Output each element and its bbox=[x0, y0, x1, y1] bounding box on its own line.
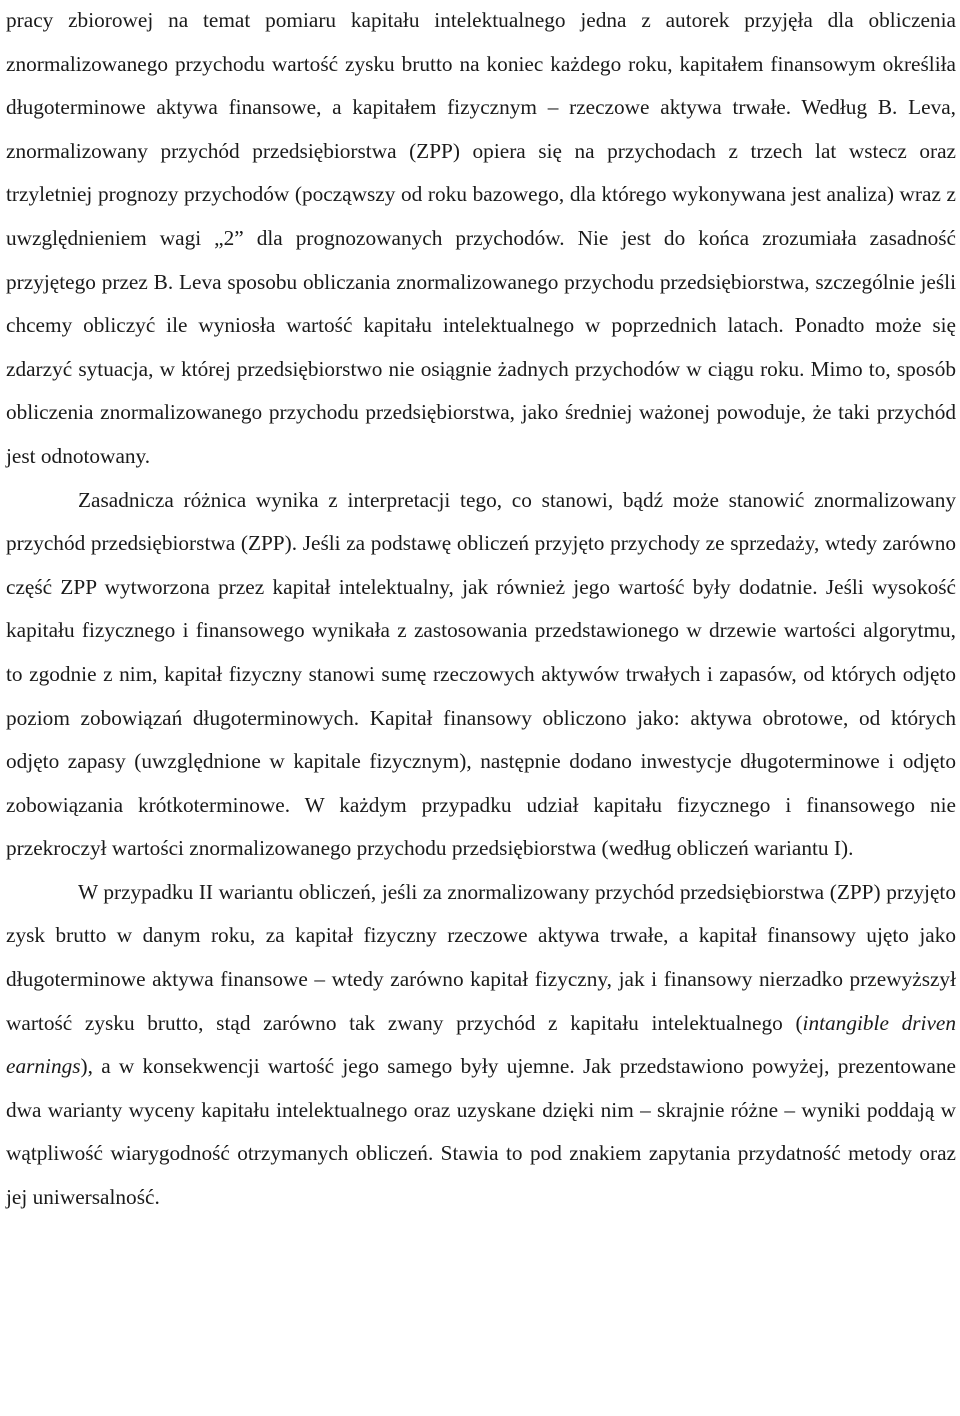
paragraph-3 bbox=[6, 871, 956, 1220]
paragraph-1 bbox=[6, 0, 956, 479]
paragraph-3-italic-term: intangible driven earnings bbox=[6, 1010, 957, 1079]
paragraph-2 bbox=[6, 479, 956, 871]
paragraph-3-text-part-2: ), a w konsekwencji wartość jego samego były ujemne. Jak przedstawiono powyżej, prezentowane dwa warianty wyceny kapitału intelektualnego oraz uzyskane dzięki nim – skrajnie różne – wyniki poddają w wątpliwość wiarygodność otrzymanych obliczeń. Stawia to pod znakiem zapytania przydatność metody oraz jej uniwersalność. bbox=[6, 1054, 956, 1210]
paragraph-1-text: pracy zbiorowej na temat pomiaru kapitału intelektualnego jedna z autorek przyjęła dla obliczenia znormalizowanego przychodu wartość zysku brutto na koniec każdego roku, kapitałem finansowym określiła długoterminowe aktywa finansowe, a kapitałem fizycznym – rzeczowe aktywa trwałe. Według B. Leva, znormalizowany przychód przedsiębiorstwa (ZPP) opiera się na przychodach z trzech lat wstecz oraz trzyletniej prognozy przychodów (począwszy od roku bazowego, dla którego wykonywana jest analiza) wraz z uwzględnieniem wagi „2” dla prognozowanych przychodów. Nie jest do końca zrozumiała zasadność przyjętego przez B. Leva sposobu obliczania znormalizowanego przychodu przedsiębiorstwa, szczególnie jeśli chcemy obliczyć ile wyniosła wartość kapitału intelektualnego w poprzednich latach. Ponadto może się zdarzyć sytuacja, w której przedsiębiorstwo nie osiągnie żadnych przychodów w ciągu roku. Mimo to, sposób obliczenia znormalizowanego przychodu przedsiębiorstwa, jako średniej ważonej powoduje, że taki przychód jest odnotowany. bbox=[6, 8, 956, 468]
paragraph-2-text: Zasadnicza różnica wynika z interpretacji tego, co stanowi, bądź może stanowić znormalizowany przychód przedsiębiorstwa (ZPP). Jeśli za podstawę obliczeń przyjęto przychody ze sprzedaży, wtedy zarówno część ZPP wytworzona przez kapitał intelektualny, jak również jego wartość były dodatnie. Jeśli wysokość kapitału fizycznego i finansowego wynikała z zastosowania przedstawionego w drzewie wartości algorytmu, to zgodnie z nim, kapitał fizyczny stanowi sumę rzeczowych aktywów trwałych i zapasów, od których odjęto poziom zobowiązań długoterminowych. Kapitał finansowy obliczono jako: aktywa obrotowe, od których odjęto zapasy (uwzględnione w kapitale fizycznym), następnie dodano inwestycje długoterminowe i odjęto zobowiązania krótkoterminowe. W każdym przypadku udział kapitału fizycznego i finansowego nie przekroczył wartości znormalizowanego przychodu przedsiębiorstwa (według obliczeń wariantu I). bbox=[6, 487, 956, 861]
paragraph-3-text-part-1: W przypadku II wariantu obliczeń, jeśli za znormalizowany przychód przedsiębiorstwa (ZPP) przyjęto zysk brutto w danym roku, za kapitał fizyczny rzeczowe aktywa trwałe, a kapitał finansowy ujęto jako długoterminowe aktywa finansowe – wtedy zarówno kapitał fizyczny, jak i finansowy nierzadko przewyższył wartość zysku brutto, stąd zarówno tak zwany przychód z kapitału intelektualnego ( bbox=[6, 879, 956, 1035]
